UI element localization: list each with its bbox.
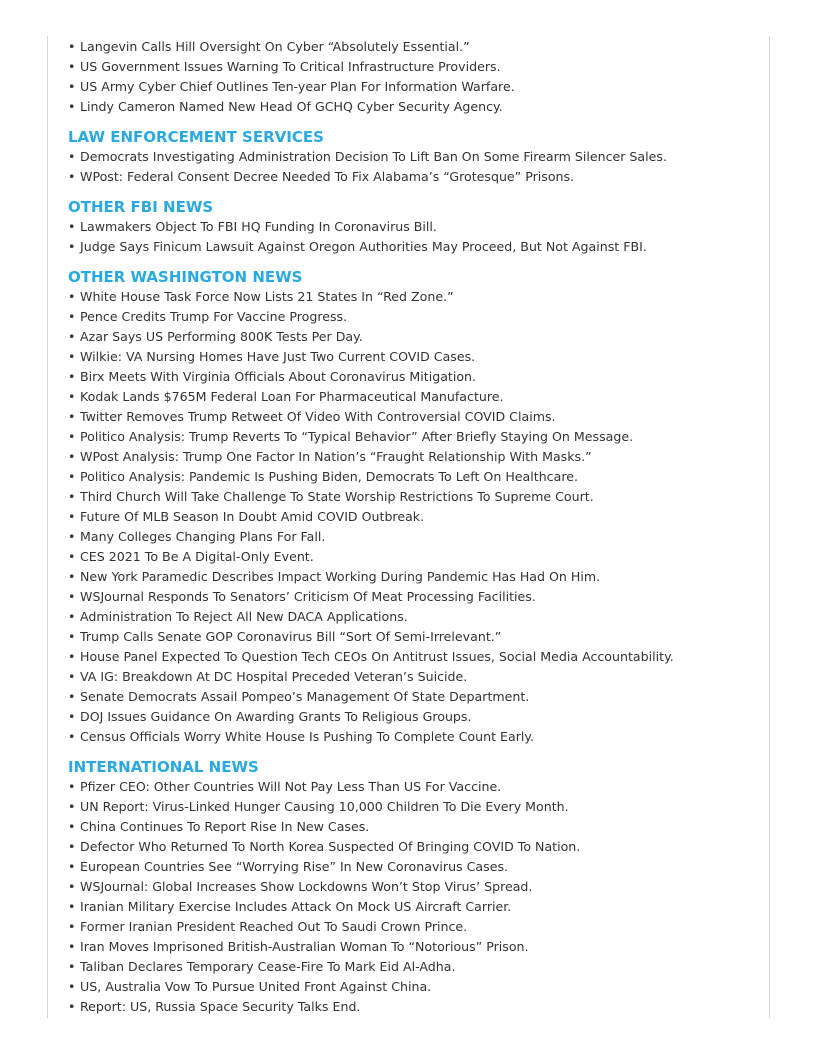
headline-list	[68, 287, 758, 747]
bullet-icon: •	[68, 389, 76, 404]
news-section	[68, 37, 758, 117]
bullet-icon: •	[68, 709, 76, 724]
bullet-icon: •	[68, 489, 76, 504]
bullet-icon: •	[68, 449, 76, 464]
headline-item[interactable]	[68, 37, 758, 57]
headline-item[interactable]	[68, 427, 758, 447]
headline-link[interactable]: Trump Calls Senate GOP Coronavirus Bill “Sort Of Semi-Irrelevant.”	[80, 629, 502, 644]
headline-item[interactable]	[68, 547, 758, 567]
headline-item[interactable]	[68, 217, 758, 237]
bullet-icon: •	[68, 649, 76, 664]
headline-link[interactable]: Former Iranian President Reached Out To Saudi Crown Prince.	[80, 919, 468, 934]
headline-link[interactable]: Democrats Investigating Administration Decision To Lift Ban On Some Firearm Silencer Sales.	[80, 149, 667, 164]
bullet-icon: •	[68, 899, 76, 914]
headline-link[interactable]: Birx Meets With Virginia Officials About Coronavirus Mitigation.	[80, 369, 477, 384]
bullet-icon: •	[68, 819, 76, 834]
headline-list	[68, 217, 758, 257]
headline-item[interactable]	[68, 147, 758, 167]
headline-link[interactable]: VA IG: Breakdown At DC Hospital Preceded Veteran’s Suicide.	[80, 669, 468, 684]
headline-item[interactable]	[68, 507, 758, 527]
headline-item[interactable]	[68, 587, 758, 607]
bullet-icon: •	[68, 289, 76, 304]
bullet-icon: •	[68, 999, 76, 1014]
headline-link[interactable]: Politico Analysis: Trump Reverts To “Typical Behavior” After Briefly Staying On Message.	[80, 429, 634, 444]
headline-link[interactable]: Administration To Reject All New DACA Applications.	[80, 609, 408, 624]
headline-item[interactable]	[68, 57, 758, 77]
section-heading: LAW ENFORCEMENT SERVICES	[68, 128, 324, 146]
headline-link[interactable]: UN Report: Virus-Linked Hunger Causing 10,000 Children To Die Every Month.	[80, 799, 569, 814]
bullet-icon: •	[68, 509, 76, 524]
headline-link[interactable]: Azar Says US Performing 800K Tests Per Day.	[80, 329, 363, 344]
headline-item[interactable]	[68, 487, 758, 507]
bullet-icon: •	[68, 779, 76, 794]
bullet-icon: •	[68, 169, 76, 184]
headline-link[interactable]: Lindy Cameron Named New Head Of GCHQ Cyber Security Agency.	[80, 99, 503, 114]
headline-item[interactable]	[68, 567, 758, 587]
headline-link[interactable]: Twitter Removes Trump Retweet Of Video With Controversial COVID Claims.	[80, 409, 556, 424]
headline-link[interactable]: House Panel Expected To Question Tech CEOs On Antitrust Issues, Social Media Accountability.	[80, 649, 674, 664]
section-heading: INTERNATIONAL NEWS	[68, 758, 259, 776]
headline-item[interactable]	[68, 367, 758, 387]
bullet-icon: •	[68, 609, 76, 624]
newsletter-content	[68, 37, 758, 1017]
headline-item[interactable]	[68, 817, 758, 837]
bullet-icon: •	[68, 729, 76, 744]
bullet-icon: •	[68, 79, 76, 94]
headline-item[interactable]	[68, 407, 758, 427]
headline-item[interactable]	[68, 647, 758, 667]
bullet-icon: •	[68, 549, 76, 564]
headline-link[interactable]: Iranian Military Exercise Includes Attack On Mock US Aircraft Carrier.	[80, 899, 512, 914]
headline-link[interactable]: Pfizer CEO: Other Countries Will Not Pay Less Than US For Vaccine.	[80, 779, 502, 794]
bullet-icon: •	[68, 369, 76, 384]
bullet-icon: •	[68, 919, 76, 934]
headline-link[interactable]: European Countries See “Worrying Rise” In New Coronavirus Cases.	[80, 859, 509, 874]
bullet-icon: •	[68, 349, 76, 364]
headline-item[interactable]	[68, 797, 758, 817]
headline-link[interactable]: Wilkie: VA Nursing Homes Have Just Two Current COVID Cases.	[80, 349, 476, 364]
bullet-icon: •	[68, 219, 76, 234]
headline-item[interactable]	[68, 937, 758, 957]
headline-item[interactable]	[68, 687, 758, 707]
headline-link[interactable]: WSJournal Responds To Senators’ Criticism Of Meat Processing Facilities.	[80, 589, 536, 604]
headline-link[interactable]: Politico Analysis: Pandemic Is Pushing Biden, Democrats To Left On Healthcare.	[80, 469, 578, 484]
headline-item[interactable]	[68, 837, 758, 857]
headline-link[interactable]: Langevin Calls Hill Oversight On Cyber “Absolutely Essential.”	[80, 39, 470, 54]
headline-link[interactable]: Taliban Declares Temporary Cease-Fire To Mark Eid Al-Adha.	[80, 959, 456, 974]
headline-list	[68, 777, 758, 1017]
headline-item[interactable]	[68, 957, 758, 977]
headline-list	[68, 147, 758, 187]
headline-link[interactable]: Kodak Lands $765M Federal Loan For Pharmaceutical Manufacture.	[80, 389, 504, 404]
bullet-icon: •	[68, 529, 76, 544]
news-section	[68, 127, 758, 187]
headline-item[interactable]	[68, 667, 758, 687]
bullet-icon: •	[68, 589, 76, 604]
headline-item[interactable]	[68, 877, 758, 897]
headline-link[interactable]: US Army Cyber Chief Outlines Ten-year Plan For Information Warfare.	[80, 79, 515, 94]
headline-item[interactable]	[68, 727, 758, 747]
bullet-icon: •	[68, 669, 76, 684]
headline-item[interactable]	[68, 167, 758, 187]
headline-link[interactable]: US Government Issues Warning To Critical Infrastructure Providers.	[80, 59, 501, 74]
headline-item[interactable]	[68, 627, 758, 647]
news-section	[68, 197, 758, 257]
section-heading: OTHER FBI NEWS	[68, 198, 214, 216]
headline-item[interactable]	[68, 467, 758, 487]
bullet-icon: •	[68, 839, 76, 854]
headline-item[interactable]	[68, 607, 758, 627]
headline-link[interactable]: Lawmakers Object To FBI HQ Funding In Coronavirus Bill.	[80, 219, 437, 234]
bullet-icon: •	[68, 859, 76, 874]
headline-link[interactable]: US, Australia Vow To Pursue United Front Against China.	[80, 979, 432, 994]
bullet-icon: •	[68, 979, 76, 994]
headline-item[interactable]	[68, 97, 758, 117]
bullet-icon: •	[68, 429, 76, 444]
bullet-icon: •	[68, 309, 76, 324]
bullet-icon: •	[68, 629, 76, 644]
bullet-icon: •	[68, 689, 76, 704]
bullet-icon: •	[68, 59, 76, 74]
headline-item[interactable]	[68, 307, 758, 327]
headline-link[interactable]: WPost: Federal Consent Decree Needed To Fix Alabama’s “Grotesque” Prisons.	[80, 169, 575, 184]
news-section	[68, 757, 758, 1017]
headline-link[interactable]: Future Of MLB Season In Doubt Amid COVID Outbreak.	[80, 509, 425, 524]
headline-link[interactable]: White House Task Force Now Lists 21 States In “Red Zone.”	[80, 289, 454, 304]
headline-link[interactable]: WSJournal: Global Increases Show Lockdowns Won’t Stop Virus’ Spread.	[80, 879, 533, 894]
bullet-icon: •	[68, 879, 76, 894]
headline-item[interactable]	[68, 287, 758, 307]
bullet-icon: •	[68, 569, 76, 584]
headline-item[interactable]	[68, 707, 758, 727]
bullet-icon: •	[68, 939, 76, 954]
bullet-icon: •	[68, 39, 76, 54]
headline-item[interactable]	[68, 777, 758, 797]
headline-item[interactable]	[68, 997, 758, 1017]
section-heading: OTHER WASHINGTON NEWS	[68, 268, 303, 286]
bullet-icon: •	[68, 409, 76, 424]
headline-item[interactable]	[68, 77, 758, 97]
headline-link[interactable]: China Continues To Report Rise In New Cases.	[80, 819, 370, 834]
headline-item[interactable]	[68, 897, 758, 917]
headline-list	[68, 37, 758, 117]
headline-item[interactable]	[68, 917, 758, 937]
headline-item[interactable]	[68, 857, 758, 877]
headline-link[interactable]: CES 2021 To Be A Digital-Only Event.	[80, 549, 314, 564]
bullet-icon: •	[68, 99, 76, 114]
headline-item[interactable]	[68, 527, 758, 547]
headline-link[interactable]: Many Colleges Changing Plans For Fall.	[80, 529, 326, 544]
headline-link[interactable]: Third Church Will Take Challenge To State Worship Restrictions To Supreme Court.	[80, 489, 594, 504]
news-section	[68, 267, 758, 747]
bullet-icon: •	[68, 799, 76, 814]
bullet-icon: •	[68, 959, 76, 974]
headline-item[interactable]	[68, 977, 758, 997]
bullet-icon: •	[68, 329, 76, 344]
headline-item[interactable]	[68, 347, 758, 367]
headline-link[interactable]: WPost Analysis: Trump One Factor In Nation’s “Fraught Relationship With Masks.”	[80, 449, 592, 464]
headline-item[interactable]	[68, 327, 758, 347]
headline-item[interactable]	[68, 447, 758, 467]
headline-link[interactable]: Pence Credits Trump For Vaccine Progress.	[80, 309, 348, 324]
headline-link[interactable]: Senate Democrats Assail Pompeo’s Management Of State Department.	[80, 689, 530, 704]
bullet-icon: •	[68, 239, 76, 254]
headline-link[interactable]: Defector Who Returned To North Korea Suspected Of Bringing COVID To Nation.	[80, 839, 581, 854]
headline-link[interactable]: New York Paramedic Describes Impact Working During Pandemic Has Had On Him.	[80, 569, 601, 584]
headline-item[interactable]	[68, 387, 758, 407]
bullet-icon: •	[68, 149, 76, 164]
headline-link[interactable]: Census Officials Worry White House Is Pushing To Complete Count Early.	[80, 729, 535, 744]
headline-link[interactable]: Iran Moves Imprisoned British-Australian Woman To “Notorious” Prison.	[80, 939, 529, 954]
headline-link[interactable]: DOJ Issues Guidance On Awarding Grants To Religious Groups.	[80, 709, 472, 724]
bullet-icon: •	[68, 469, 76, 484]
headline-item[interactable]	[68, 237, 758, 257]
headline-link[interactable]: Report: US, Russia Space Security Talks End.	[80, 999, 361, 1014]
headline-link[interactable]: Judge Says Finicum Lawsuit Against Oregon Authorities May Proceed, But Not Against FBI.	[80, 239, 647, 254]
